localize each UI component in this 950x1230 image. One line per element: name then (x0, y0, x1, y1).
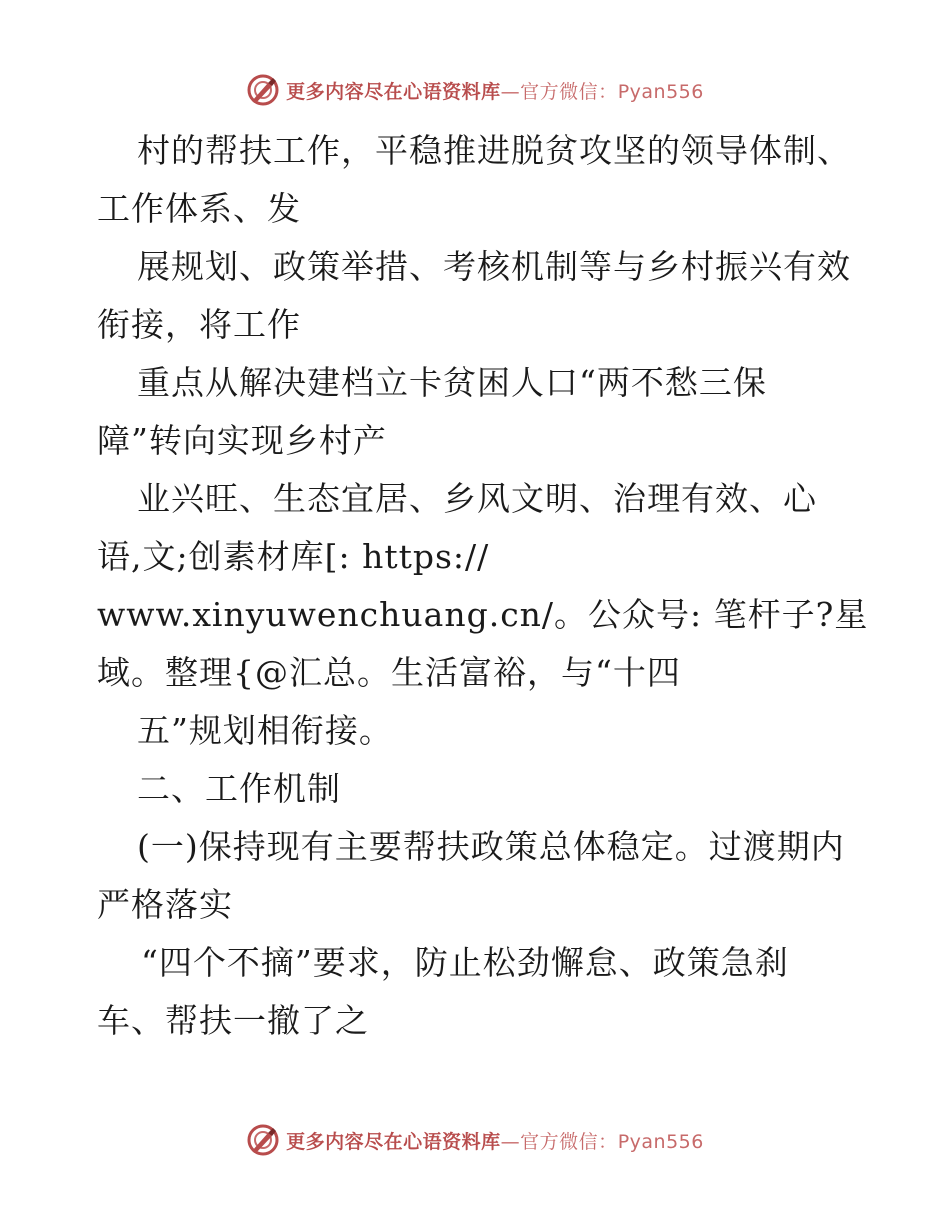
section-heading: 二、工作机制 (137, 769, 341, 808)
paragraph-line: 障”转向实现乡村产 (97, 421, 387, 460)
footer-banner-text: 更多内容尽在心语资料库—官方微信：Pyan556 (286, 1130, 704, 1153)
pen-circle-icon (246, 1123, 280, 1157)
header-banner (0, 70, 950, 110)
document-body (97, 122, 877, 1050)
paragraph-line: www.xinyuwenchuang.cn/。公众号: 笔杆子?星 (97, 595, 869, 634)
paragraph-line: 域。整理{@汇总。生活富裕，与“十四 (97, 653, 681, 692)
header-banner-text: 更多内容尽在心语资料库—官方微信：Pyan556 (286, 80, 704, 103)
paragraph-line: 展规划、政策举措、考核机制等与乡村振兴有效 (137, 247, 851, 286)
paragraph-line: 重点从解决建档立卡贫困人口“两不愁三保 (137, 363, 767, 402)
paragraph-line: 业兴旺、生态宜居、乡风文明、治理有效、心 (137, 479, 817, 518)
paragraph-line: 严格落实 (97, 885, 233, 924)
footer-banner (0, 1120, 950, 1160)
paragraph-line: 语,文;创素材库[: https:// (97, 537, 490, 576)
pen-circle-icon (246, 73, 280, 107)
paragraph-line: 工作体系、发 (97, 189, 301, 228)
paragraph-line: (一)保持现有主要帮扶政策总体稳定。过渡期内 (137, 827, 845, 866)
paragraph-line: 五”规划相衔接。 (137, 711, 393, 750)
paragraph-line: “四个不摘”要求，防止松劲懈怠、政策急刹 (141, 943, 789, 982)
paragraph-line: 车、帮扶一撤了之 (97, 1001, 369, 1040)
paragraph-line: 村的帮扶工作，平稳推进脱贫攻坚的领导体制、 (137, 131, 851, 170)
paragraph-line: 衔接，将工作 (97, 305, 301, 344)
